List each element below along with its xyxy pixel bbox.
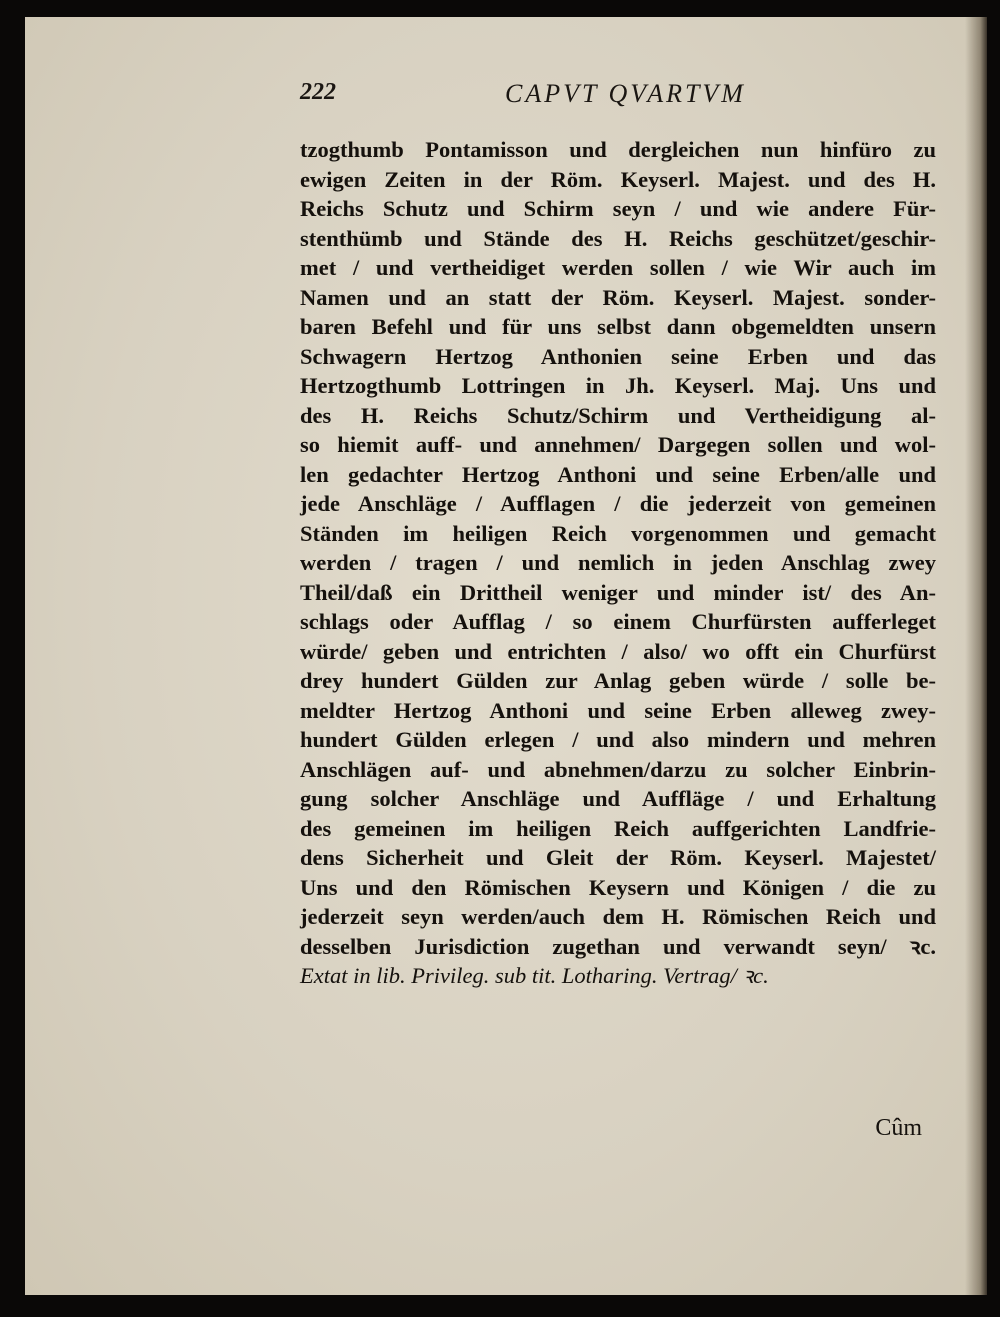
text-line: ewigen Zeiten in der Röm. Keyserl. Majest. und des H. [300, 166, 936, 192]
gutter-shadow [965, 17, 987, 1295]
text-line: jede Anschläge / Aufflagen / die jederzeit von gemeinen [300, 491, 936, 516]
text-line: Reichs Schutz und Schirm seyn / und wie andere Für- [300, 196, 936, 221]
text-line: Schwagern Hertzog Anthonien seine Erben und das [300, 343, 936, 369]
text-line: meldter Hertzog Anthoni und seine Erben alleweg zwey- [300, 697, 936, 723]
text-line: werden / tragen / und nemlich in jeden Anschlag zwey [300, 550, 936, 575]
text-line: schlags oder Aufflag / so einem Churfürsten aufferleget [300, 609, 936, 634]
text-line: gung solcher Anschläge und Auffläge / und Erhaltung [300, 786, 936, 811]
citation-line: Extat in lib. Privileg. sub tit. Lotharing. Vertrag/ ꝛc. [300, 963, 769, 988]
text-line: baren Befehl und für uns selbst dann obgemeldten unsern [300, 314, 936, 339]
text-line: hundert Gülden erlegen / und also mindern und mehren [300, 727, 936, 752]
body-text [300, 135, 936, 991]
text-line: des H. Reichs Schutz/Schirm und Vertheidigung al- [300, 402, 936, 428]
text-line: Namen und an statt der Röm. Keyserl. Majest. sonder- [300, 284, 936, 310]
text-line: tzogthumb Pontamisson und dergleichen nun hinfüro zu [300, 137, 936, 162]
text-line: Uns und den Römischen Keysern und Königen / die zu [300, 874, 936, 900]
text-line: würde/ geben und entrichten / also/ wo offt ein Churfürst [300, 638, 936, 664]
page-number: 222 [300, 79, 336, 105]
text-line: Anschlägen auf- und abnehmen/darzu zu solcher Einbrin- [300, 756, 936, 782]
text-line: so hiemit auff- und annehmen/ Dargegen sollen und wol- [300, 432, 936, 457]
book-page [25, 17, 987, 1295]
running-head: CAPVT QVARTVM [505, 79, 746, 108]
text-line: met / und vertheidiget werden sollen / wie Wir auch im [300, 255, 936, 280]
text-line: dens Sicherheit und Gleit der Röm. Keyserl. Majestet/ [300, 845, 936, 870]
text-line: Ständen im heiligen Reich vorgenommen und gemacht [300, 520, 936, 546]
text-line: drey hundert Gülden zur Anlag geben würde / solle be- [300, 668, 936, 693]
text-line: stenthümb und Stände des H. Reichs geschützet/geschir- [300, 225, 936, 251]
catchword: Cûm [875, 1115, 922, 1141]
text-line: jederzeit seyn werden/auch dem H. Römischen Reich und [300, 904, 936, 929]
text-line: desselben Jurisdiction zugethan und verwandt seyn/ ꝛc. [300, 933, 936, 959]
text-line: des gemeinen im heiligen Reich auffgerichten Landfrie- [300, 815, 936, 841]
text-line: Hertzogthumb Lottringen in Jh. Keyserl. Maj. Uns und [300, 373, 936, 398]
page-header [300, 79, 940, 113]
text-line: len gedachter Hertzog Anthoni und seine Erben/alle und [300, 461, 936, 487]
text-line: Theil/daß ein Drittheil weniger und minder ist/ des An- [300, 579, 936, 605]
